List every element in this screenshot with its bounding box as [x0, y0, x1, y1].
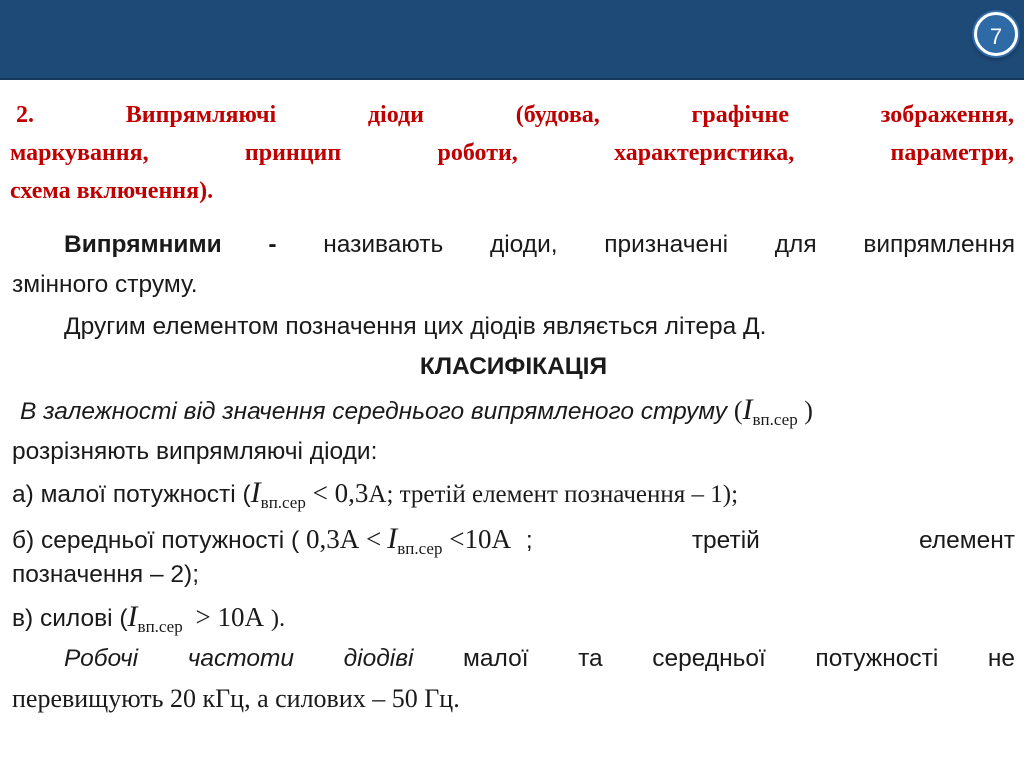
frequency-text: малої та середньої потужності не — [463, 645, 1016, 672]
item-a-suffix: А; третій елемент позначення – 1); — [368, 481, 739, 508]
item-v: в) силові ($I_{вп.сер} > 10А$ ). — [12, 600, 286, 636]
item-a-symbol: I — [250, 476, 261, 509]
item-a-condition: < 0,3 — [312, 478, 369, 508]
item-b-prefix: б) середньої потужності ( — [12, 527, 300, 554]
definition-line-1 — [12, 228, 1015, 262]
item-a-prefix: а) малої потужності ( — [12, 481, 251, 508]
item-b-third: третій — [691, 527, 760, 554]
item-b-left: 0,3А < — [306, 524, 382, 554]
frequency-line-1 — [12, 642, 1015, 676]
second-element-text: Другим елементом позначення цих діодів являється літера Д. — [64, 313, 767, 340]
item-b: б) середньої потужності ( $0,3А < I_{вп.сер} <10А$ ; третій елемент — [12, 522, 1015, 558]
definition-line-2: змінного струму. — [12, 271, 198, 298]
item-b-element: елемент — [919, 527, 1015, 554]
definition-text: називають діоди, призначені для випрямлення — [323, 231, 1016, 258]
item-v-suffix: ). — [270, 605, 286, 632]
dependence-line: В залежності від значення середнього випрямленого струму ($I_{вп.сер}$ ) — [20, 393, 813, 429]
heading-line-1: 2. Випрямляючі діоди (будова, графічне зображення, — [16, 102, 1015, 128]
dependence-text: В залежності від значення середнього випрямленого струму — [20, 398, 728, 425]
slide-heading — [10, 96, 1014, 210]
page-number-badge: 7 — [974, 12, 1018, 56]
definition-term: Випрямними - — [64, 231, 277, 258]
distinguish-text: розрізняють випрямляючі діоди: — [12, 438, 378, 465]
current-symbol: I — [742, 393, 753, 426]
item-v-condition: > 10А — [195, 602, 265, 632]
frequency-line-2: перевищують 20 кГц, а силових – 50 Гц. — [12, 684, 460, 713]
heading-line-3: схема включення). — [10, 178, 214, 204]
heading-line-2: маркування, принцип роботи, характеристика, параметри, — [10, 140, 1014, 166]
header-bar — [0, 0, 1024, 80]
item-v-symbol: I — [127, 600, 138, 633]
item-b-continuation: позначення – 2); — [12, 561, 200, 588]
item-b-symbol: I — [387, 522, 398, 555]
item-v-prefix: в) силові ( — [12, 605, 128, 632]
current-subscript: вп.сер — [752, 410, 798, 429]
item-a: а) малої потужності ($I_{вп.сер} < 0,3А$; третій елемент позначення – 1); — [12, 476, 739, 512]
frequency-italic: Робочі частоти діодіві — [64, 645, 414, 672]
classification-title: КЛАСИФІКАЦІЯ — [419, 353, 608, 380]
item-b-right: <10А — [449, 524, 511, 554]
item-b-semicolon: ; — [525, 527, 533, 554]
